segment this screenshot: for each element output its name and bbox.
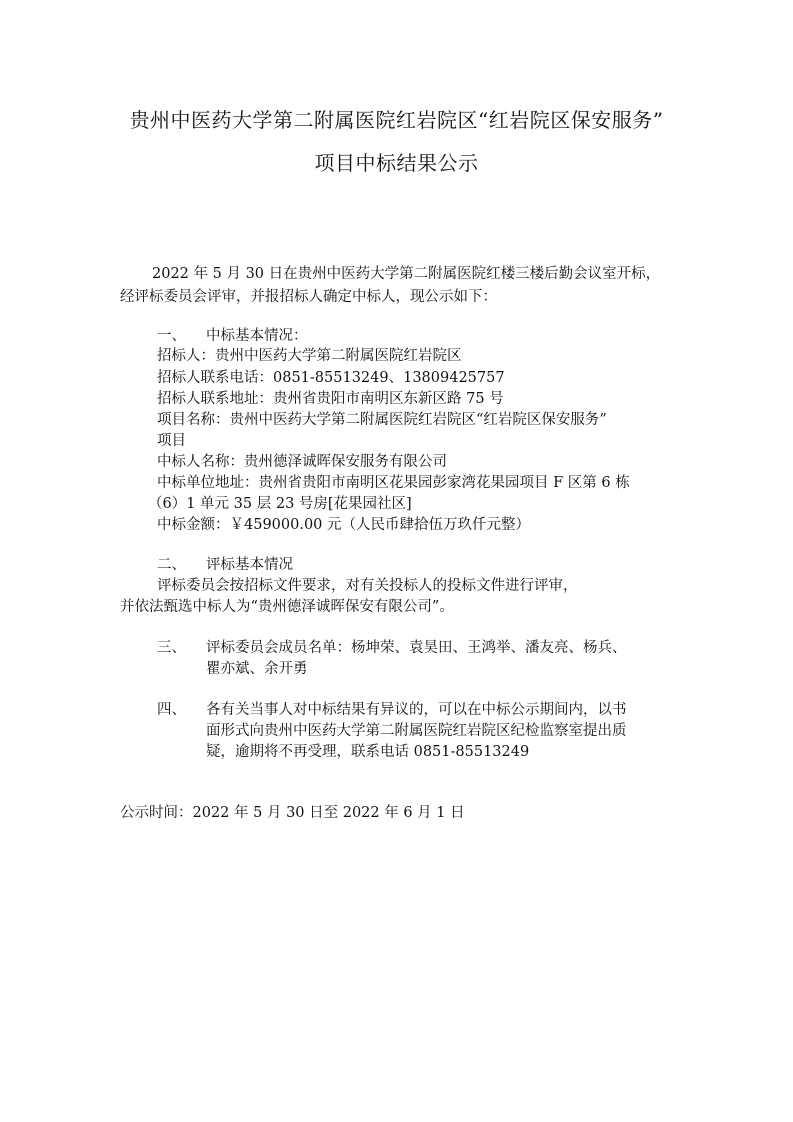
section3-line1: 评标委员会成员名单：杨坤荣、袁昊田、王鸿举、潘友亮、杨兵、 <box>206 640 627 656</box>
section4-number: 四、 <box>157 702 186 718</box>
document-title-line1: 贵州中医药大学第二附属医院红岩院区“红岩院区保安服务” <box>129 108 664 132</box>
intro-line1: 2022 年 5 月 30 日在贵州中医药大学第二附属医院红楼三楼后勤会议室开标， <box>152 266 661 282</box>
winner-name-line: 中标人名称：贵州德泽诚晖保安服务有限公司 <box>157 454 447 470</box>
tenderer-address-line: 招标人联系地址：贵州省贵阳市南明区东新区路 75 号 <box>157 391 504 407</box>
tenderer-line: 招标人：贵州中医药大学第二附属医院红岩院区 <box>157 348 462 364</box>
section4-line2: 面形式向贵州中医药大学第二附属医院红岩院区纪检监察室提出质 <box>206 723 627 739</box>
section1-heading: 中标基本情况： <box>206 328 308 344</box>
project-name-line1: 项目名称：贵州中医药大学第二附属医院红岩院区“红岩院区保安服务” <box>157 412 607 428</box>
section2-line2: 并依法甄选中标人为“贵州德泽诚晖保安有限公司”。 <box>120 599 454 615</box>
document-title-line2: 项目中标结果公示 <box>314 151 479 175</box>
section3-line2: 瞿亦斌、余开勇 <box>206 661 308 677</box>
winner-address-line1: 中标单位地址：贵州省贵阳市南明区花果园彭家湾花果园项目 F 区第 6 栋 <box>157 475 630 491</box>
section4-line1: 各有关当事人对中标结果有异议的，可以在中标公示期间内，以书 <box>206 702 627 718</box>
section3-number: 三、 <box>157 640 186 656</box>
section2-heading: 评标基本情况 <box>206 557 293 573</box>
section4-line3: 疑，逾期将不再受理，联系电话 0851-85513249 <box>206 744 530 760</box>
winning-amount-line: 中标金额：￥459000.00 元（人民币肆拾伍万玖仟元整） <box>157 517 531 533</box>
tenderer-phone-line: 招标人联系电话：0851-85513249、13809425757 <box>157 370 505 386</box>
winner-address-line2: （6）1 单元 35 层 23 号房[花果园社区] <box>148 496 412 512</box>
project-name-line2: 项目 <box>157 433 186 449</box>
section1-number: 一、 <box>157 328 186 344</box>
notice-period-line: 公示时间：2022 年 5 月 30 日至 2022 年 6 月 1 日 <box>120 805 465 821</box>
intro-line2: 经评标委员会评审，并报招标人确定中标人，现公示如下： <box>120 289 497 305</box>
section2-number: 二、 <box>157 557 186 573</box>
section2-line1: 评标委员会按招标文件要求，对有关投标人的投标文件进行评审， <box>157 578 578 594</box>
